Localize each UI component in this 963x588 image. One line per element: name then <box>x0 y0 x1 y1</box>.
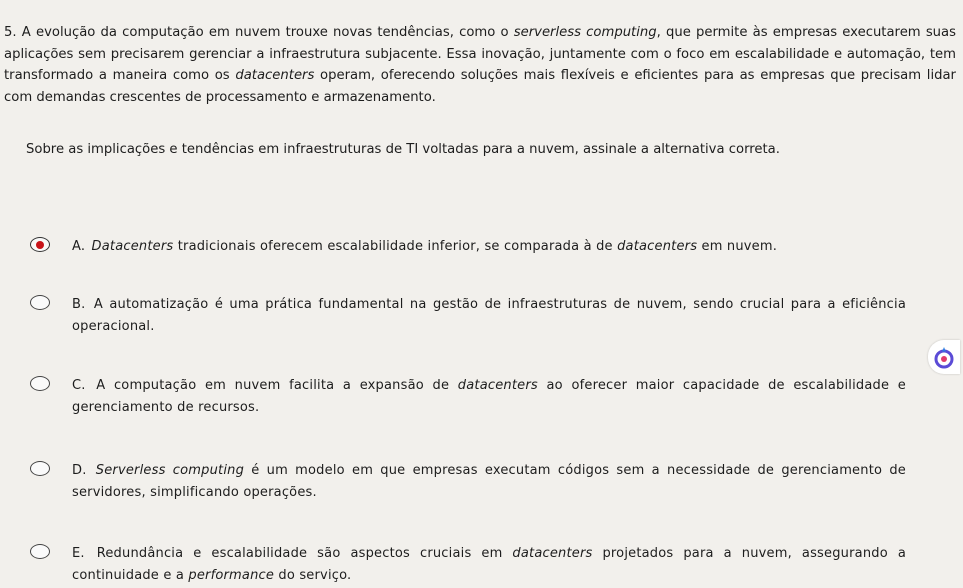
option-e-text <box>72 543 906 587</box>
statement-term-serverless: serverless computing <box>513 25 657 40</box>
question-prompt: Sobre as implicações e tendências em infraestruturas de TI voltadas para a nuvem, assinale a alternativa correta. <box>26 142 780 157</box>
option-b[interactable] <box>30 294 930 338</box>
option-text: tradicionais oferecem escalabilidade inferior, se comparada à de <box>173 239 618 254</box>
option-text: em nuvem. <box>697 239 778 254</box>
option-c-text <box>72 375 906 419</box>
option-a-text <box>72 236 906 258</box>
option-term: datacenters <box>512 546 593 561</box>
option-b-text <box>72 294 906 338</box>
option-term: Serverless computing <box>95 463 245 478</box>
option-e[interactable] <box>30 543 930 587</box>
option-text: é um modelo em que empresas executam códigos sem a necessidade de gerenciamento de servidores, simplificando operações. <box>72 463 907 500</box>
question-statement <box>4 22 956 108</box>
option-text: ao oferecer maior capacidade de escalabilidade e gerenciamento de recursos. <box>72 378 906 415</box>
option-d[interactable] <box>30 460 930 504</box>
radio-option-a[interactable] <box>30 237 50 252</box>
option-text: projetados para a nuvem, assegurando a continuidade e a <box>72 546 906 583</box>
statement-text-1: A evolução da computação em nuvem trouxe novas tendências, como o <box>21 25 514 40</box>
statement-text-2: , que permite às empresas executarem suas aplicações sem precisarem gerenciar a infraestrutura subjacente. Essa inovação, juntamente com o foco em escalabilidade e automação, tem transformado a maneira como os <box>4 25 956 83</box>
radio-option-b[interactable] <box>30 295 50 310</box>
option-text: Redundância e escalabilidade são aspectos cruciais em <box>86 546 513 561</box>
statement-term-datacenters: datacenters <box>235 68 315 83</box>
question-number: 5. <box>4 25 17 40</box>
option-c[interactable] <box>30 375 930 419</box>
option-term: performance <box>188 568 275 583</box>
sparkle-assistant-icon-glyph <box>932 344 956 370</box>
radio-selected-dot <box>36 241 44 249</box>
option-term: Datacenters <box>91 239 174 254</box>
radio-option-c[interactable] <box>30 376 50 391</box>
option-a[interactable] <box>30 236 930 258</box>
option-letter: A. <box>72 239 86 254</box>
option-letter: B. <box>72 297 86 312</box>
option-term: datacenters <box>617 239 698 254</box>
option-letter: D. <box>72 463 87 478</box>
radio-option-d[interactable] <box>30 461 50 476</box>
option-d-text <box>72 460 906 504</box>
option-term: datacenters <box>457 378 538 393</box>
statement-text-3: operam, oferecendo soluções mais flexíveis e eficientes para as empresas que precisam lidar com demandas crescentes de processamento e armazenamento. <box>4 68 956 105</box>
sparkle-assistant-icon[interactable] <box>928 340 960 374</box>
option-text: A automatização é uma prática fundamental na gestão de infraestruturas de nuvem, sendo crucial para a eficiência operacional. <box>72 297 906 334</box>
option-letter: E. <box>72 546 85 561</box>
radio-option-e[interactable] <box>30 544 50 559</box>
option-text: A computação em nuvem facilita a expansão de <box>87 378 458 393</box>
option-letter: C. <box>72 378 86 393</box>
option-text: do serviço. <box>274 568 352 583</box>
